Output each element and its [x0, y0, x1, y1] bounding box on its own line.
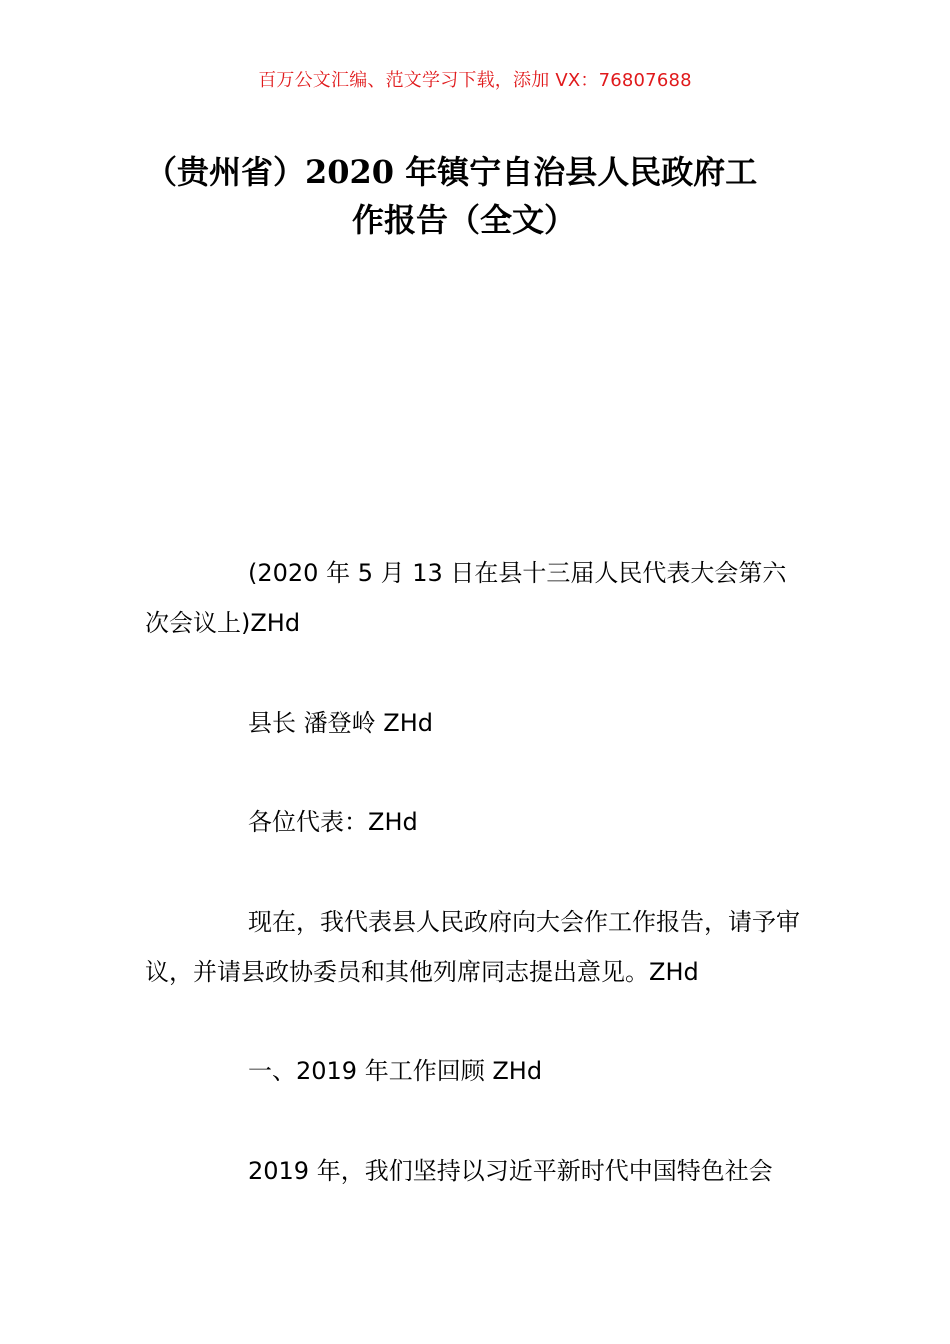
document-title-line-1: （贵州省）2020 年镇宁自治县人民政府工 — [145, 153, 758, 191]
header-note: 百万公文汇编、范文学习下载，添加 VX：76807688 — [258, 70, 692, 91]
section-heading-1: 一、2019 年工作回顾 ZHd — [248, 1057, 543, 1085]
document-title-line-2: 作报告（全文） — [352, 201, 577, 239]
body-paragraph: 2019 年，我们坚持以习近平新时代中国特色社会 — [248, 1157, 773, 1185]
mayor-signature-paragraph: 县长 潘登岭 ZHd — [248, 709, 433, 737]
meeting-date-paragraph: (2020 年 5 月 13 日在县十三届人民代表大会第六次会议上)ZHd — [145, 559, 787, 637]
greeting-paragraph: 各位代表：ZHd — [248, 808, 418, 836]
intro-paragraph: 现在，我代表县人民政府向大会作工作报告，请予审议，并请县政协委员和其他列席同志提出意见。ZHd — [145, 908, 800, 986]
